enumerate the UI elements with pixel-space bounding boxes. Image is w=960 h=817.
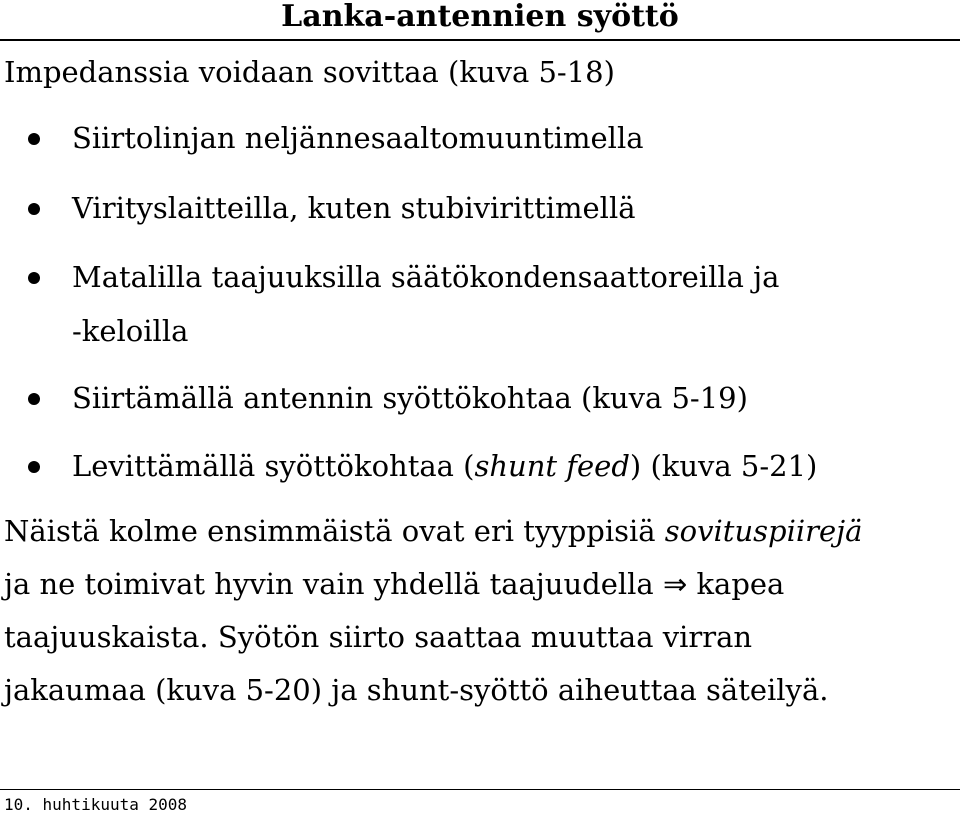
paragraph-line-2-before: ja ne toimivat hyvin vain yhdellä taajuudella <box>4 567 663 601</box>
bullet-text <box>72 440 817 492</box>
paragraph-line-1-text: Näistä kolme ensimmäistä ovat eri tyyppisiä <box>4 514 665 548</box>
bullet-text-after: ) (kuva 5-21) <box>629 449 818 483</box>
bullet-dot-icon <box>28 461 40 473</box>
bullet-text-line2: -keloilla <box>72 314 189 348</box>
bullet-text: Virityslaitteilla, kuten stubivirittimellä <box>72 191 636 225</box>
title-divider <box>0 39 960 41</box>
paragraph-line-1 <box>4 505 959 558</box>
bullet-text: Siirtämällä antennin syöttökohtaa (kuva 5-19) <box>72 381 748 415</box>
bullet-text-before: Levittämällä syöttökohtaa ( <box>72 449 475 483</box>
paragraph-line-1-italic: sovituspiirejä <box>664 514 863 548</box>
footer-date: 10. huhtikuuta 2008 <box>4 795 188 814</box>
paragraph-line-2-after: kapea <box>687 567 785 601</box>
bullet-text: Siirtolinjan neljännesaaltomuuntimella <box>72 121 644 155</box>
paragraph-line-3: taajuuskaista. Syötön siirto saattaa muuttaa virran <box>4 620 753 654</box>
bullet-text-line1: Matalilla taajuuksilla säätökondensaattoreilla ja <box>72 260 780 294</box>
paragraph-line-4: jakaumaa (kuva 5-20) ja shunt-syöttö aiheuttaa säteilyä. <box>4 673 829 707</box>
bullet-dot-icon <box>28 203 40 215</box>
bullet-dot-icon <box>28 393 40 405</box>
summary-paragraph <box>4 505 959 717</box>
bullet-text-italic: shunt feed <box>474 449 630 483</box>
bullet-dot-icon <box>28 133 40 145</box>
footer-divider <box>0 789 960 790</box>
slide-title: Lanka-antennien syöttö <box>281 0 679 34</box>
implies-arrow-icon: ⇒ <box>662 567 688 601</box>
intro-text: Impedanssia voidaan sovittaa (kuva 5-18) <box>4 55 615 89</box>
bullet-dot-icon <box>28 272 40 284</box>
paragraph-line-2 <box>4 558 959 611</box>
